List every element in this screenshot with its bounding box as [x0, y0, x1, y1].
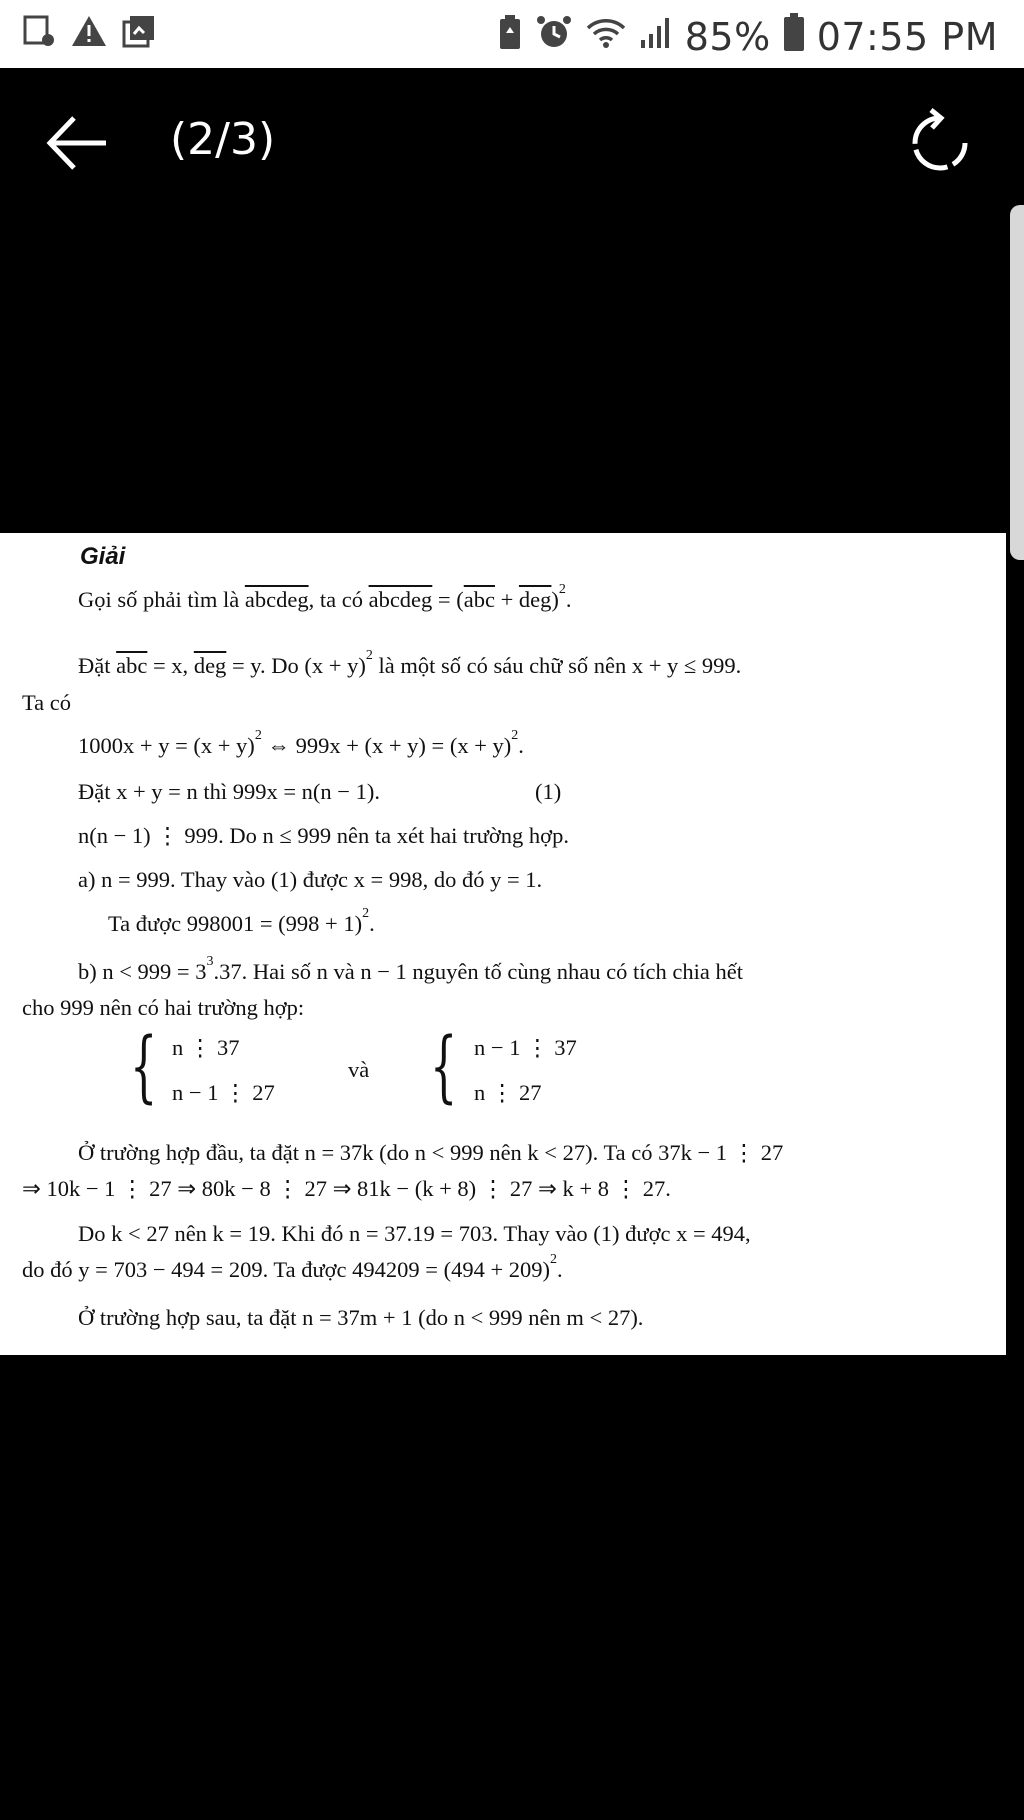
text-line: Gọi số phải tìm là abcdeg, ta có abcdeg = $(\overline{abc} + \overline{deg})^2$.	[78, 582, 572, 612]
battery-icon	[783, 12, 805, 61]
back-button[interactable]	[40, 108, 120, 178]
signal-icon	[639, 15, 673, 59]
system1-line1: n ⋮ 37	[172, 1035, 240, 1060]
equation-tag: (1)	[535, 779, 562, 804]
text-line: Ta được $998001 = (998 + 1)^2$.	[108, 906, 375, 936]
gallery-icon	[122, 14, 156, 52]
text-line: do đó y = 703 − 494 = 209. Ta được $494209 = (494 + 209)^2$.	[22, 1252, 563, 1282]
app-bar	[0, 68, 1024, 218]
battery-saver-icon	[497, 13, 523, 60]
system2-line2: n ⋮ 27	[474, 1080, 542, 1105]
status-bar	[0, 0, 1024, 68]
text-line: Ở trường hợp đầu, ta đặt n = 37k (do n < 999 nên k < 27). Ta có 37k − 1 ⋮ 27	[78, 1140, 784, 1165]
wifi-icon	[585, 15, 627, 59]
text-line: Ở trường hợp sau, ta đặt n = 37m + 1 (do n < 999 nên m < 27).	[78, 1305, 644, 1330]
text-line: Ta có	[22, 690, 72, 715]
system1-line2: n − 1 ⋮ 27	[172, 1080, 275, 1105]
text-line: Đặt $\overline{abc} = x$, $\overline{deg} = y$. Do $(x + y)^2$ là một số có sáu chữ số nên x + y ≤ 999.	[78, 648, 742, 678]
page-counter: (2/3)	[170, 114, 276, 165]
rotate-button[interactable]	[905, 108, 975, 178]
text-line: $1000x + y = (x + y)^2$ ⇔ $999x + (x + y) = (x + y)^2$.	[78, 728, 524, 758]
text-line: Đặt x + y = n thì 999x = n(n − 1).	[78, 779, 380, 804]
text-line: n(n − 1) ⋮ 999. Do n ≤ 999 nên ta xét hai trường hợp.	[78, 823, 569, 848]
rotate-icon	[905, 108, 975, 178]
status-right	[497, 12, 998, 61]
status-left-icons	[22, 14, 156, 52]
alarm-icon	[535, 13, 573, 60]
clock: 07:55 PM	[816, 14, 998, 59]
text-line: a) n = 999. Thay vào (1) được x = 998, do đó y = 1.	[78, 867, 543, 892]
text-line: cho 999 nên có hai trường hợp:	[22, 995, 305, 1020]
document-page	[0, 533, 1006, 1355]
battery-percent: 85%	[684, 14, 771, 59]
text-line: b) $n < 999 = 3^3.37$. Hai số n và n − 1 nguyên tố cùng nhau có tích chia hết	[78, 954, 743, 984]
conjunction: và	[348, 1057, 370, 1082]
text-line: Do k < 27 nên k = 19. Khi đó n = 37.19 = 703. Thay vào (1) được x = 494,	[78, 1221, 751, 1246]
screenshot-icon	[22, 14, 56, 52]
warning-icon	[70, 14, 108, 52]
left-brace: {	[430, 1022, 458, 1112]
text-line: ⇒ 10k − 1 ⋮ 27 ⇒ 80k − 8 ⋮ 27 ⇒ 81k − (k + 8) ⋮ 27 ⇒ k + 8 ⋮ 27.	[22, 1176, 671, 1201]
system2-line1: n − 1 ⋮ 37	[474, 1035, 577, 1060]
arrow-left-icon	[40, 108, 120, 178]
scroll-handle[interactable]	[1010, 205, 1024, 560]
heading: Giải	[80, 543, 126, 570]
left-brace: {	[130, 1022, 158, 1112]
